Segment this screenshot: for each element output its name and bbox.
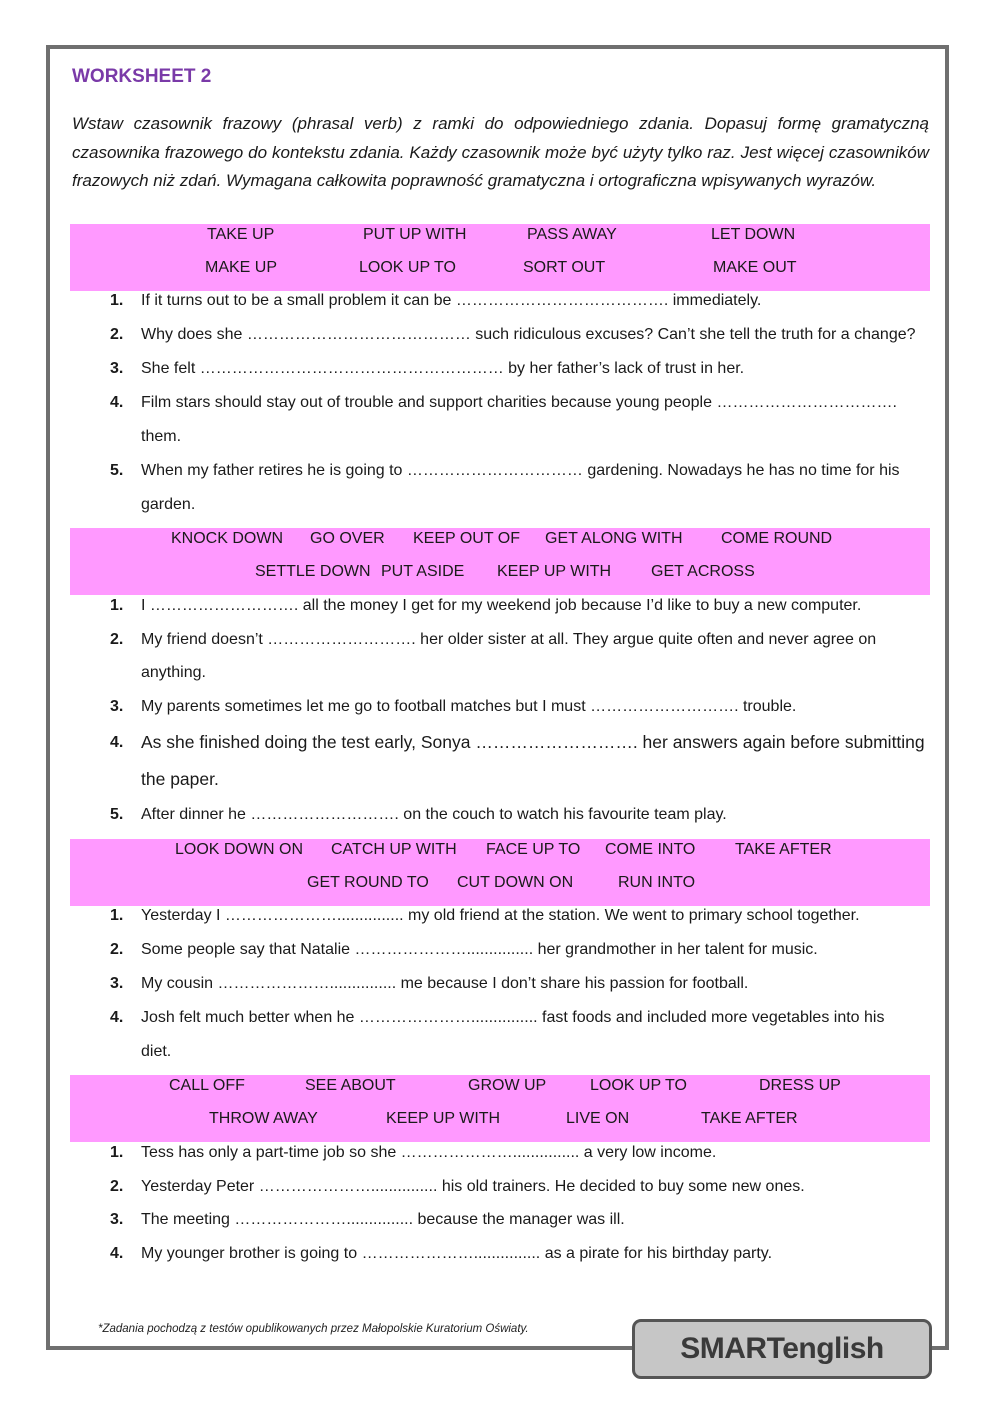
word: RUN INTO	[618, 874, 696, 891]
word: LET DOWN	[711, 226, 796, 243]
instructions: Wstaw czasownik frazowy (phrasal verb) z ramki do odpowiedniego zdania. Dopasuj formę gramatyczną czasownika frazowego do kontekstu zdania. Każdy czasownik może być użyty tylko raz. Jest więcej czasowników frazowych niż zdań. Wymagana całkowita poprawność gramatyczna i ortograficzna wpisywanych wyrazów.	[72, 114, 929, 190]
item-number: 3.	[110, 698, 124, 715]
item-number: 4.	[110, 1009, 124, 1026]
word: GET ACROSS	[651, 563, 755, 580]
item-text: After dinner he ………………………. on the couch to watch his favourite team play.	[141, 806, 727, 823]
item-continuation: the paper.	[141, 769, 219, 789]
item-text: If it turns out to be a small problem it can be …………………………………. immediately.	[141, 292, 762, 309]
word: MAKE OUT	[713, 259, 797, 276]
word: GET ALONG WITH	[545, 530, 683, 547]
item-text: Why does she …………………………………… such ridiculous excuses? Can’t she tell the truth for a change?	[141, 326, 916, 343]
item-text: Tess has only a part-time job so she …………………............... a very low income.	[141, 1144, 717, 1161]
item-text: Film stars should stay out of trouble and support charities because young people …………………………….	[141, 394, 897, 411]
word: SORT OUT	[523, 259, 606, 276]
word: CATCH UP WITH	[331, 841, 457, 858]
word: GO OVER	[310, 530, 385, 547]
item-number: 1.	[110, 292, 124, 309]
item-text: She felt ………………………………………………… by her father’s lack of trust in her.	[141, 360, 745, 377]
item-number: 2.	[110, 326, 124, 343]
word-box-2	[70, 528, 930, 595]
word: COME ROUND	[721, 530, 833, 547]
item-number: 4.	[110, 394, 124, 411]
word-box-1	[70, 224, 930, 291]
item-text: Yesterday I …………………............... my old friend at the station. We went to primary school together.	[141, 907, 860, 924]
word: KEEP UP WITH	[497, 563, 612, 580]
item-text: Yesterday Peter …………………............... his old trainers. He decided to buy some new ones.	[141, 1178, 805, 1195]
item-continuation: garden.	[141, 496, 196, 513]
item-text: As she finished doing the test early, Sonya ………………………. her answers again before submitting	[141, 732, 925, 752]
item-number: 2.	[110, 631, 124, 648]
item-number: 1.	[110, 907, 124, 924]
word: TAKE UP	[207, 226, 275, 243]
item-number: 1.	[110, 1144, 124, 1161]
word: PUT UP WITH	[363, 226, 467, 243]
word: PASS AWAY	[527, 226, 617, 243]
item-text: My cousin …………………............... me because I don’t share his passion for football.	[141, 975, 749, 992]
word: PUT ASIDE	[381, 563, 465, 580]
word: MAKE UP	[205, 259, 278, 276]
item-number: 5.	[110, 806, 124, 823]
item-number: 4.	[110, 734, 124, 751]
item-number: 2.	[110, 1178, 124, 1195]
word: FACE UP TO	[486, 841, 581, 858]
word: SETTLE DOWN	[255, 563, 371, 580]
word-box-3	[70, 839, 930, 906]
item-text: The meeting …………………............... because the manager was ill.	[141, 1211, 625, 1228]
item-text: When my father retires he is going to …………………………… gardening. Nowadays he has no time for his	[141, 462, 900, 479]
word: DRESS UP	[759, 1077, 841, 1094]
word: CALL OFF	[169, 1077, 245, 1094]
item-number: 1.	[110, 597, 124, 614]
word: GET ROUND TO	[307, 874, 429, 891]
word: THROW AWAY	[209, 1110, 318, 1127]
item-number: 2.	[110, 941, 124, 958]
item-text: My friend doesn’t ………………………. her older sister at all. They argue quite often and never agree on	[141, 631, 877, 648]
word: GROW UP	[468, 1077, 547, 1094]
item-text: My parents sometimes let me go to football matches but I must ………………………. trouble.	[141, 698, 797, 715]
item-number: 5.	[110, 462, 124, 479]
worksheet-title: WORKSHEET 2	[72, 66, 212, 87]
word: KNOCK DOWN	[171, 530, 283, 547]
item-text: Some people say that Natalie …………………............... her grandmother in her talent for music.	[141, 941, 818, 958]
item-continuation: diet.	[141, 1043, 172, 1060]
smartenglish-logo: SMARTenglish	[632, 1319, 932, 1379]
item-text: I ………………………. all the money I get for my weekend job because I’d like to buy a new computer.	[141, 597, 862, 614]
word: CUT DOWN ON	[457, 874, 574, 891]
item-text: Josh felt much better when he …………………............... fast foods and included more vegetables into his	[141, 1009, 885, 1026]
word: KEEP UP WITH	[386, 1110, 501, 1127]
word: LOOK UP TO	[590, 1077, 687, 1094]
word: LOOK DOWN ON	[175, 841, 304, 858]
item-number: 3.	[110, 975, 124, 992]
word: TAKE AFTER	[701, 1110, 798, 1127]
item-number: 4.	[110, 1245, 124, 1262]
word: COME INTO	[605, 841, 696, 858]
item-text: My younger brother is going to …………………............... as a pirate for his birthday party.	[141, 1245, 773, 1262]
item-number: 3.	[110, 360, 124, 377]
word: TAKE AFTER	[735, 841, 832, 858]
footnote: *Zadania pochodzą z testów opublikowanych przez Małopolskie Kuratorium Oświaty.	[98, 1323, 529, 1335]
item-continuation: them.	[141, 428, 182, 445]
word-box-4	[70, 1075, 930, 1142]
word: SEE ABOUT	[305, 1077, 396, 1094]
item-number: 3.	[110, 1211, 124, 1228]
item-continuation: anything.	[141, 664, 206, 681]
word: LIVE ON	[566, 1110, 630, 1127]
word: KEEP OUT OF	[413, 530, 520, 547]
word: LOOK UP TO	[359, 259, 456, 276]
